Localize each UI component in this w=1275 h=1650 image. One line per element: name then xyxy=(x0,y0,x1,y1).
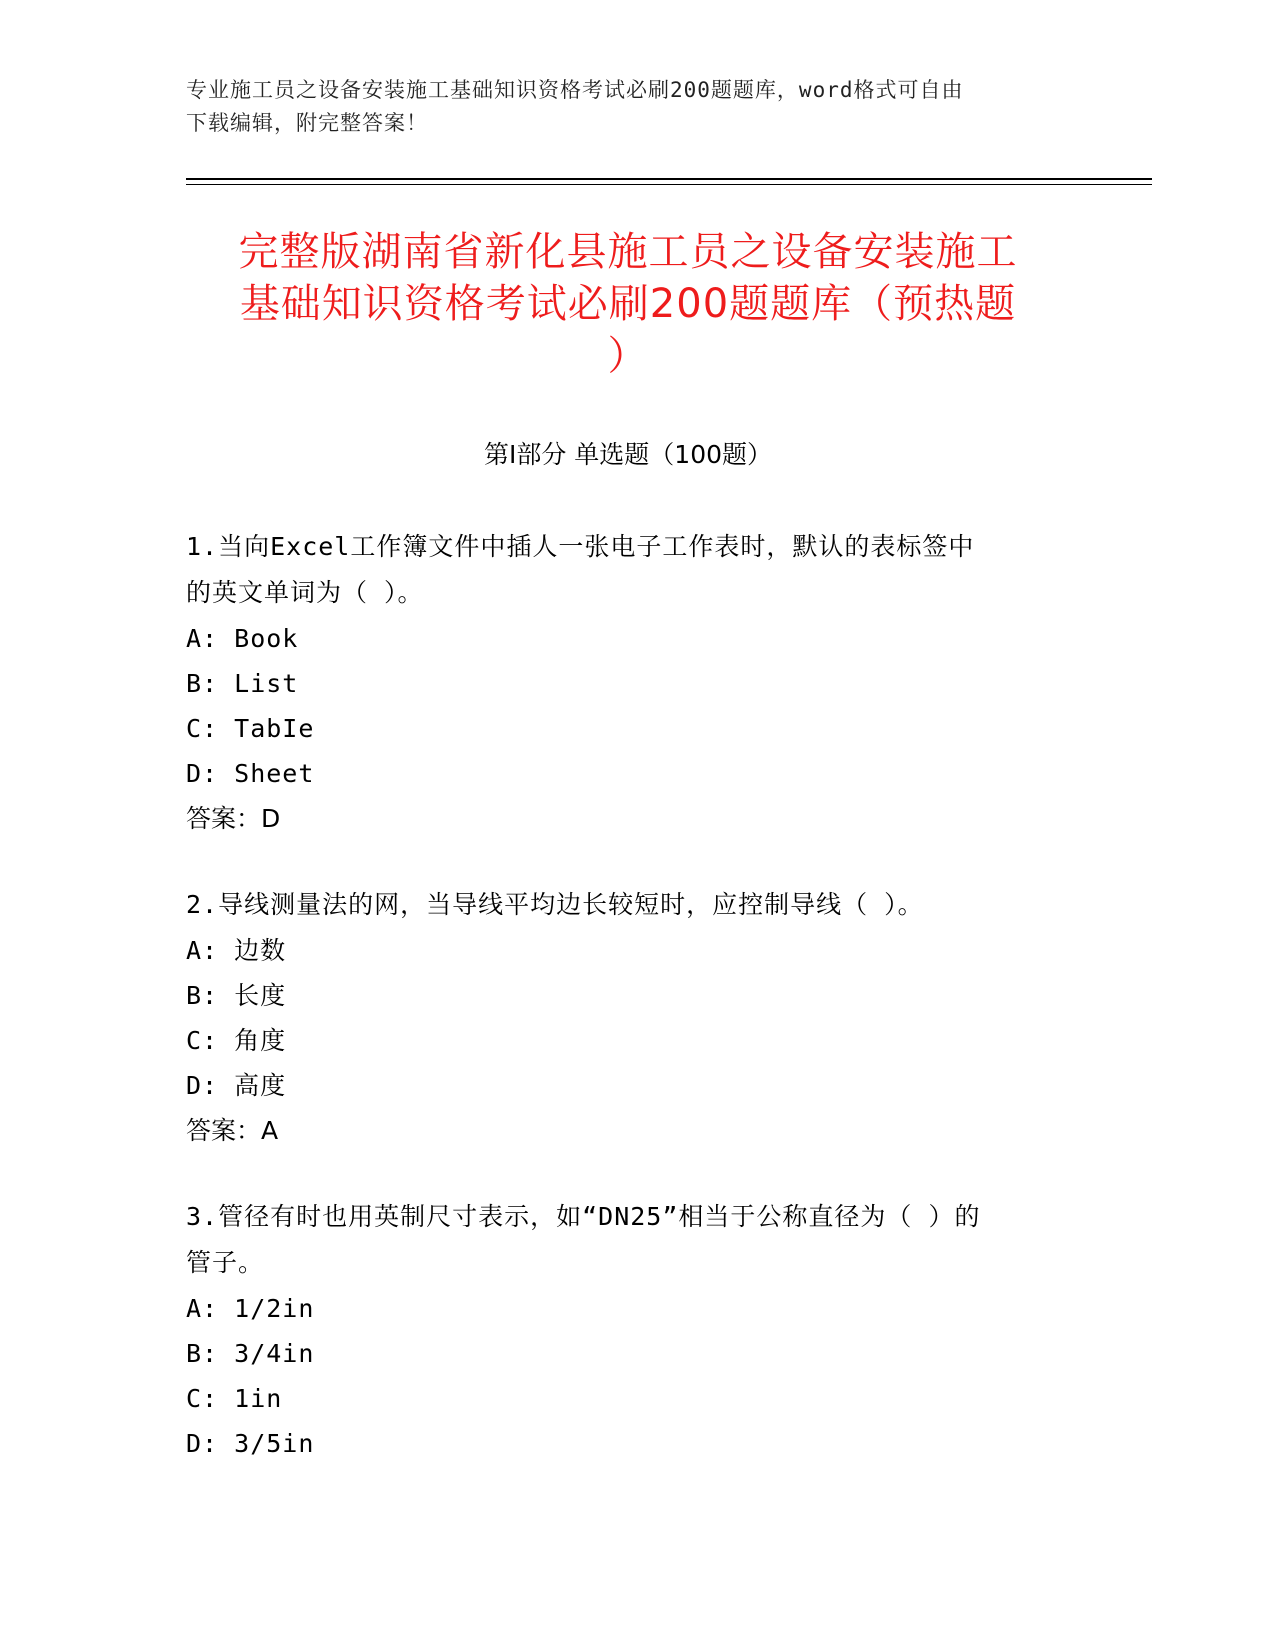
header-note-line: 专业施工员之设备安装施工基础知识资格考试必刷200题题库，word格式可自由 xyxy=(186,78,964,102)
question-1 xyxy=(186,524,1086,841)
question-stem: 1.当向Excel工作簿文件中插人一张电子工作表时，默认的表标签中 xyxy=(186,532,975,561)
title-line: 基础知识资格考试必刷200题题库（预热题 xyxy=(239,281,1017,327)
title-line: 完整版湖南省新化县施工员之设备安装施工 xyxy=(238,229,1018,275)
option-a: A: 边数 xyxy=(186,936,287,965)
option-a: A: 1/2in xyxy=(186,1294,315,1323)
option-b: B: List xyxy=(186,669,299,698)
option-c: C: TabIe xyxy=(186,714,315,743)
header-divider-thin xyxy=(186,184,1152,185)
option-d: D: Sheet xyxy=(186,759,315,788)
header-note xyxy=(186,74,1086,140)
option-c: C: 1in xyxy=(186,1384,283,1413)
option-c: C: 角度 xyxy=(186,1026,287,1055)
header-divider-thick xyxy=(186,178,1152,180)
question-stem: 管子。 xyxy=(186,1248,265,1277)
section-heading: 第I部分 单选题（100题） xyxy=(483,440,773,469)
question-stem: 2.导线测量法的网，当导线平均边长较短时，应控制导线（ ）。 xyxy=(186,890,924,919)
option-b: B: 3/4in xyxy=(186,1339,315,1368)
question-stem: 的英文单词为（ ）。 xyxy=(186,578,424,607)
title-line: ） xyxy=(607,333,649,379)
question-stem: 3.管径有时也用英制尺寸表示，如“DN25”相当于公称直径为（ ）的 xyxy=(186,1202,981,1231)
header-note-line: 下载编辑，附完整答案！ xyxy=(186,111,428,135)
answer-text: 答案：A xyxy=(186,1116,279,1145)
answer-text: 答案：D xyxy=(186,804,281,833)
question-2 xyxy=(186,882,1086,1153)
question-list xyxy=(186,524,1086,1507)
option-b: B: 长度 xyxy=(186,981,287,1010)
document-title xyxy=(186,226,1070,382)
option-d: D: 高度 xyxy=(186,1071,287,1100)
question-3 xyxy=(186,1194,1086,1466)
option-a: A: Book xyxy=(186,624,299,653)
option-d: D: 3/5in xyxy=(186,1429,315,1458)
